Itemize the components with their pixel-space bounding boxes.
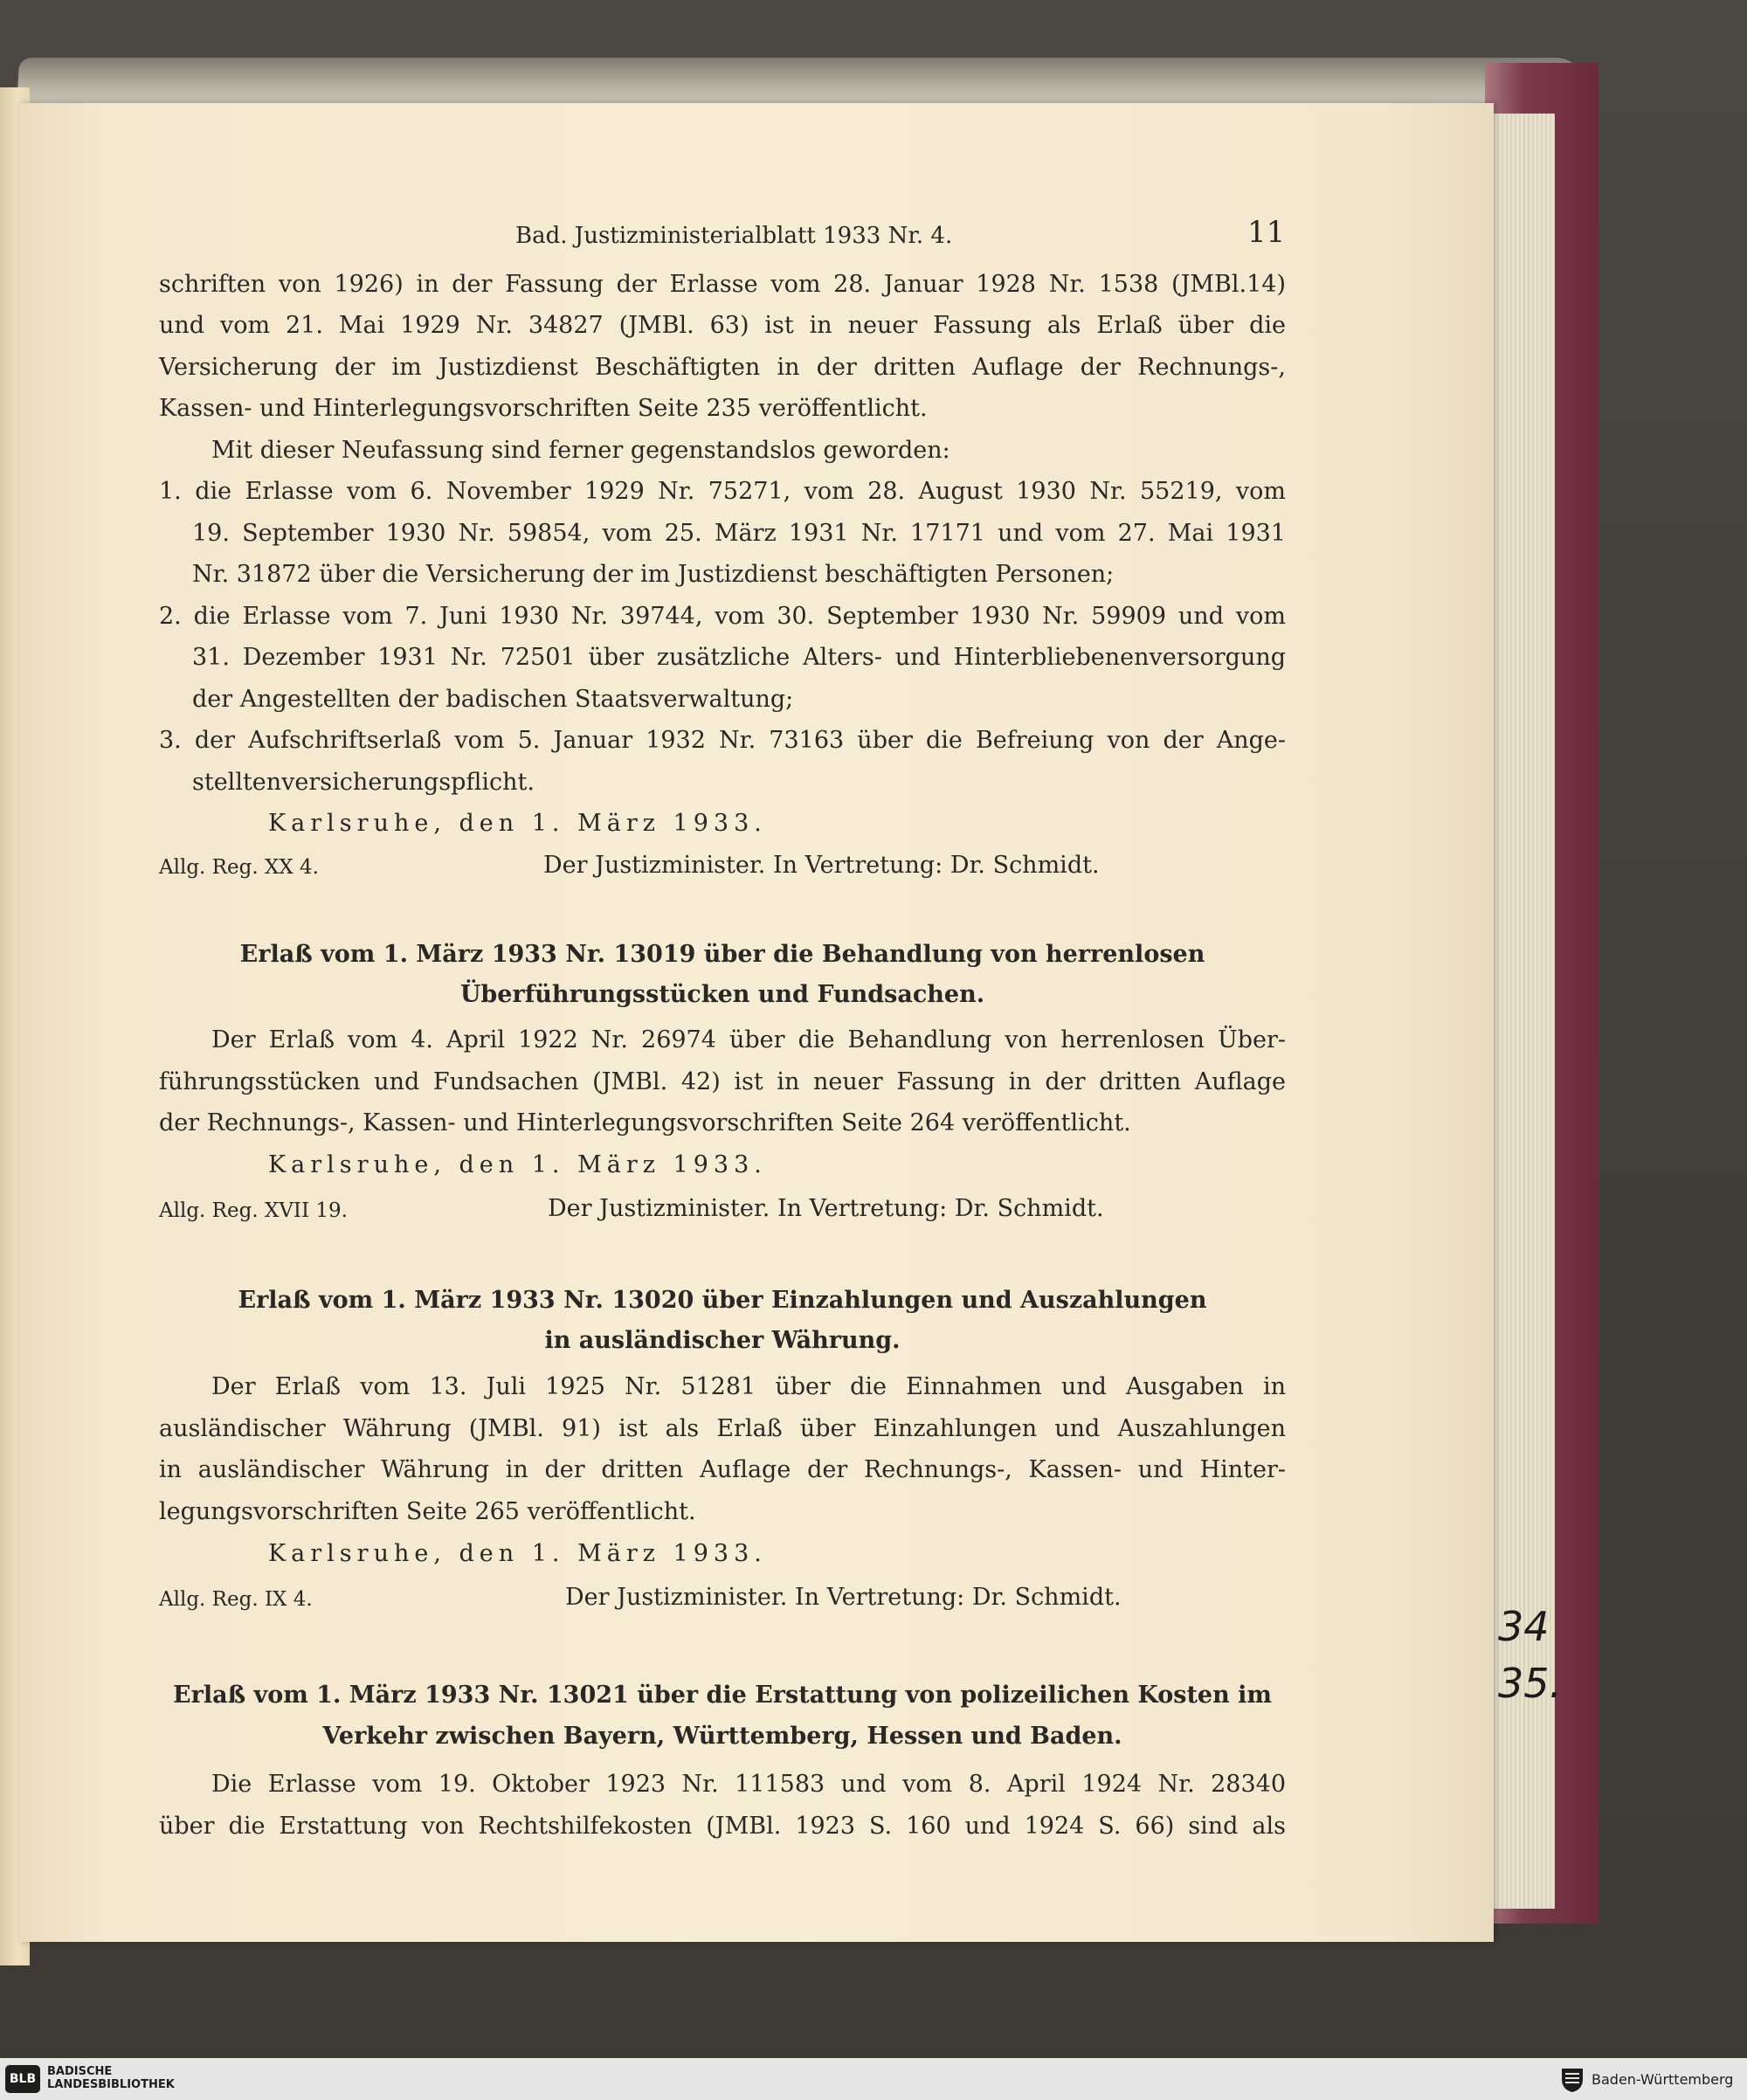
place-date: Karlsruhe, den 1. März 1933.	[268, 810, 767, 837]
text-line: führungsstücken und Fundsachen (JMBl. 42) ist in neuer Fassung in der dritten Auflage	[159, 1068, 1286, 1095]
state-coat-of-arms-icon	[1560, 2065, 1585, 2093]
text-line: 19. September 1930 Nr. 59854, vom 25. März 1931 Nr. 17171 und vom 27. Mai 1931	[192, 520, 1286, 547]
library-name-line: LANDESBIBLIOTHEK	[47, 2078, 175, 2091]
signature-line: Der Justizminister. In Vertretung: Dr. Schmidt.	[565, 1584, 1122, 1611]
section-title: Überführungsstücken und Fundsachen.	[459, 981, 985, 1008]
register-number: Allg. Reg. IX 4.	[159, 1588, 313, 1611]
margin-note-bottom: 35.	[1498, 1660, 1563, 1707]
text-line: Mit dieser Neufassung sind ferner gegenstandslos geworden:	[211, 437, 950, 464]
section-title: Erlaß vom 1. März 1933 Nr. 13020 über Einzahlungen und Auszahlungen	[238, 1287, 1207, 1314]
text-line: Der Erlaß vom 4. April 1922 Nr. 26974 über die Behandlung von herrenlosen Über-	[211, 1026, 1286, 1053]
footer-bar	[0, 2058, 1747, 2100]
list-item: 2. die Erlasse vom 7. Juni 1930 Nr. 39744, vom 30. September 1930 Nr. 59909 und vom	[159, 603, 1286, 630]
signature-line: Der Justizminister. In Vertretung: Dr. Schmidt.	[548, 1195, 1104, 1222]
list-item: 3. der Aufschriftserlaß vom 5. Januar 1932 Nr. 73163 über die Befreiung von der Ange-	[159, 727, 1286, 754]
place-date: Karlsruhe, den 1. März 1933.	[268, 1540, 767, 1567]
text-line: über die Erstattung von Rechtshilfekosten (JMBl. 1923 S. 160 und 1924 S. 66) sind als	[159, 1813, 1286, 1840]
section-title: Erlaß vom 1. März 1933 Nr. 13019 über die Behandlung von herrenlosen	[239, 941, 1205, 968]
text-line: und vom 21. Mai 1929 Nr. 34827 (JMBl. 63) ist in neuer Fassung als Erlaß über die	[159, 312, 1286, 339]
register-number: Allg. Reg. XX 4.	[159, 856, 319, 879]
blb-logo[interactable]: BLB	[5, 2065, 40, 2093]
text-line: der Angestellten der badischen Staatsverwaltung;	[192, 686, 794, 713]
section-title: Verkehr zwischen Bayern, Württemberg, Hessen und Baden.	[322, 1723, 1122, 1750]
text-line: Der Erlaß vom 13. Juli 1925 Nr. 51281 über die Einnahmen und Ausgaben in	[211, 1373, 1286, 1400]
text-line: stelltenversicherungspflicht.	[192, 769, 535, 796]
page-number: 11	[1247, 215, 1286, 250]
library-name-line: BADISCHE	[47, 2065, 113, 2078]
text-line: 31. Dezember 1931 Nr. 72501 über zusätzliche Alters- und Hinterbliebenenversorgung	[192, 644, 1286, 671]
section-title: Erlaß vom 1. März 1933 Nr. 13021 über die Erstattung von polizeilichen Kosten im	[173, 1682, 1272, 1709]
library-name	[47, 2065, 175, 2091]
text-line: ausländischer Währung (JMBl. 91) ist als Erlaß über Einzahlungen und Auszahlungen	[159, 1415, 1286, 1442]
margin-note-top: 34	[1498, 1603, 1550, 1650]
state-name[interactable]: Baden-Württemberg	[1592, 2071, 1734, 2088]
place-date: Karlsruhe, den 1. März 1933.	[268, 1151, 767, 1178]
signature-line: Der Justizminister. In Vertretung: Dr. Schmidt.	[543, 852, 1100, 879]
text-line: Nr. 31872 über die Versicherung der im Justizdienst beschäftigten Personen;	[192, 561, 1115, 588]
list-item: 1. die Erlasse vom 6. November 1929 Nr. 75271, vom 28. August 1930 Nr. 55219, vom	[159, 478, 1286, 505]
register-number: Allg. Reg. XVII 19.	[159, 1199, 348, 1222]
text-line: schriften von 1926) in der Fassung der Erlasse vom 28. Januar 1928 Nr. 1538 (JMBl.14)	[159, 271, 1286, 298]
text-line: Kassen- und Hinterlegungsvorschriften Seite 235 veröffentlicht.	[159, 395, 928, 422]
text-line: legungsvorschriften Seite 265 veröffentlicht.	[159, 1498, 696, 1525]
text-line: der Rechnungs-, Kassen- und Hinterlegungsvorschriften Seite 264 veröffentlicht.	[159, 1109, 1131, 1136]
text-line: in ausländischer Währung in der dritten Auflage der Rechnungs-, Kassen- und Hinter-	[159, 1456, 1286, 1483]
text-line: Die Erlasse vom 19. Oktober 1923 Nr. 111583 und vom 8. April 1924 Nr. 28340	[211, 1771, 1286, 1798]
text-line: Versicherung der im Justizdienst Beschäftigten in der dritten Auflage der Rechnungs-,	[159, 354, 1286, 381]
running-title: Bad. Justizministerialblatt 1933 Nr. 4.	[515, 223, 953, 249]
section-title: in ausländischer Währung.	[544, 1327, 901, 1354]
